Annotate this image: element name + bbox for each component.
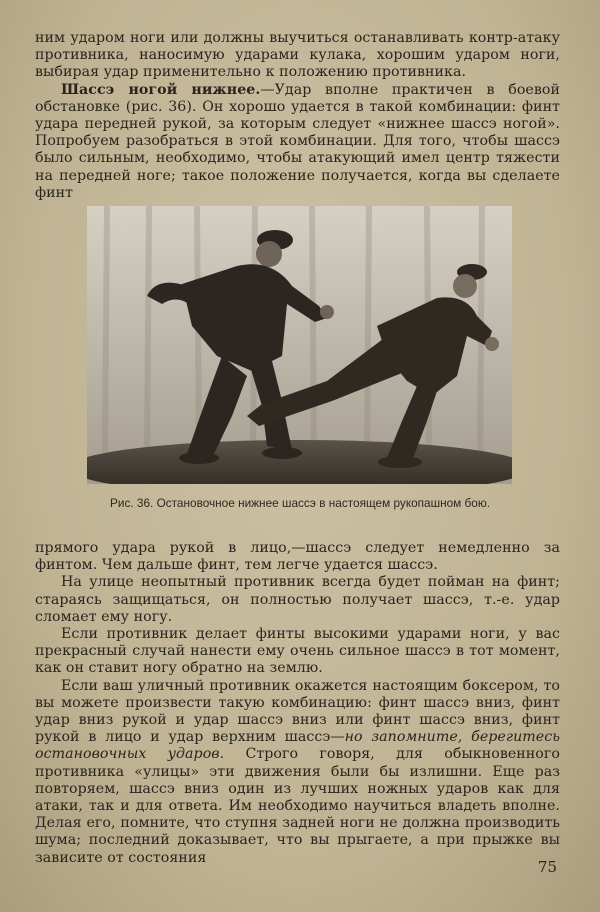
paragraph-street-opponent: На улице неопытный противник всегда будет пойман на финт; стараясь защищаться, он полностью получает шассэ, т.-е. удар сломает ему ногу.: [35, 574, 560, 625]
bottom-text-block: [35, 540, 560, 867]
combination-text-end: . Строго говоря, для обыкновенного противника «улицы» эти движения были бы излишни. Еще раз повторяем, шассэ вниз один из лучших ножных ударов как для атаки, так и для ответа. Им необходимо научиться владеть вполне. Делая его, помните, что ступня задней ноги не должна производить шума; последний доказывает, что вы прыгаете, а при прыжке вы зависите от состояния: [35, 746, 560, 866]
paragraph-low-chasse-text: —Удар вполне практичен в боевой обстановке (рис. 36). Он хорошо удается в такой комбинации: финт удара передней рукой, за которым следует «нижнее шассэ ногой». Попробуем разобраться в этой комбинации. Для того, чтобы шассэ было сильным, необходимо, чтобы атакующий имел центр тяжести на передней ноге; такое положение получается, когда вы сделаете финт: [35, 81, 560, 201]
figure-36-photo: [87, 206, 512, 484]
figure-caption: Рис. 36. Остановочное нижнее шассэ в настоящем рукопашном бою.: [110, 496, 490, 510]
paragraph-direct-punch: прямого удара рукой в лицо,—шассэ следует немедленно за финтом. Чем дальше финт, тем легче удается шассэ.: [35, 540, 560, 574]
paragraph-continued: ним ударом ноги или должны выучиться останавливать контр-атаку противника, наносимую ударами кулака, хорошим ударом ноги, выбирая удар применительно к положению противника.: [35, 30, 560, 81]
paragraph-low-chasse: [35, 82, 560, 202]
top-text-block: [35, 30, 560, 202]
combination-text-start: Если ваш уличный противник окажется настоящим боксером, то вы можете произвести такую комбинацию: финт шассэ вниз, финт удар вниз рукой и удар шассэ вниз или финт шассэ вниз, финт рукой в лицо и удар верхним шассэ—: [35, 677, 560, 746]
fighters-photo-illustration: [87, 206, 512, 484]
combination-warning: но запомните, берегитесь остановочных ударов: [35, 729, 560, 763]
paragraph-boxer-combination: [35, 678, 560, 867]
section-heading: Шассэ ногой нижнее.: [61, 81, 261, 98]
paragraph-high-kicks: Если противник делает финты высокими ударами ноги, у вас прекрасный случай нанести ему очень сильное шассэ в тот момент, как он ставит ногу обратно на землю.: [35, 626, 560, 677]
page-number: 75: [537, 858, 557, 876]
